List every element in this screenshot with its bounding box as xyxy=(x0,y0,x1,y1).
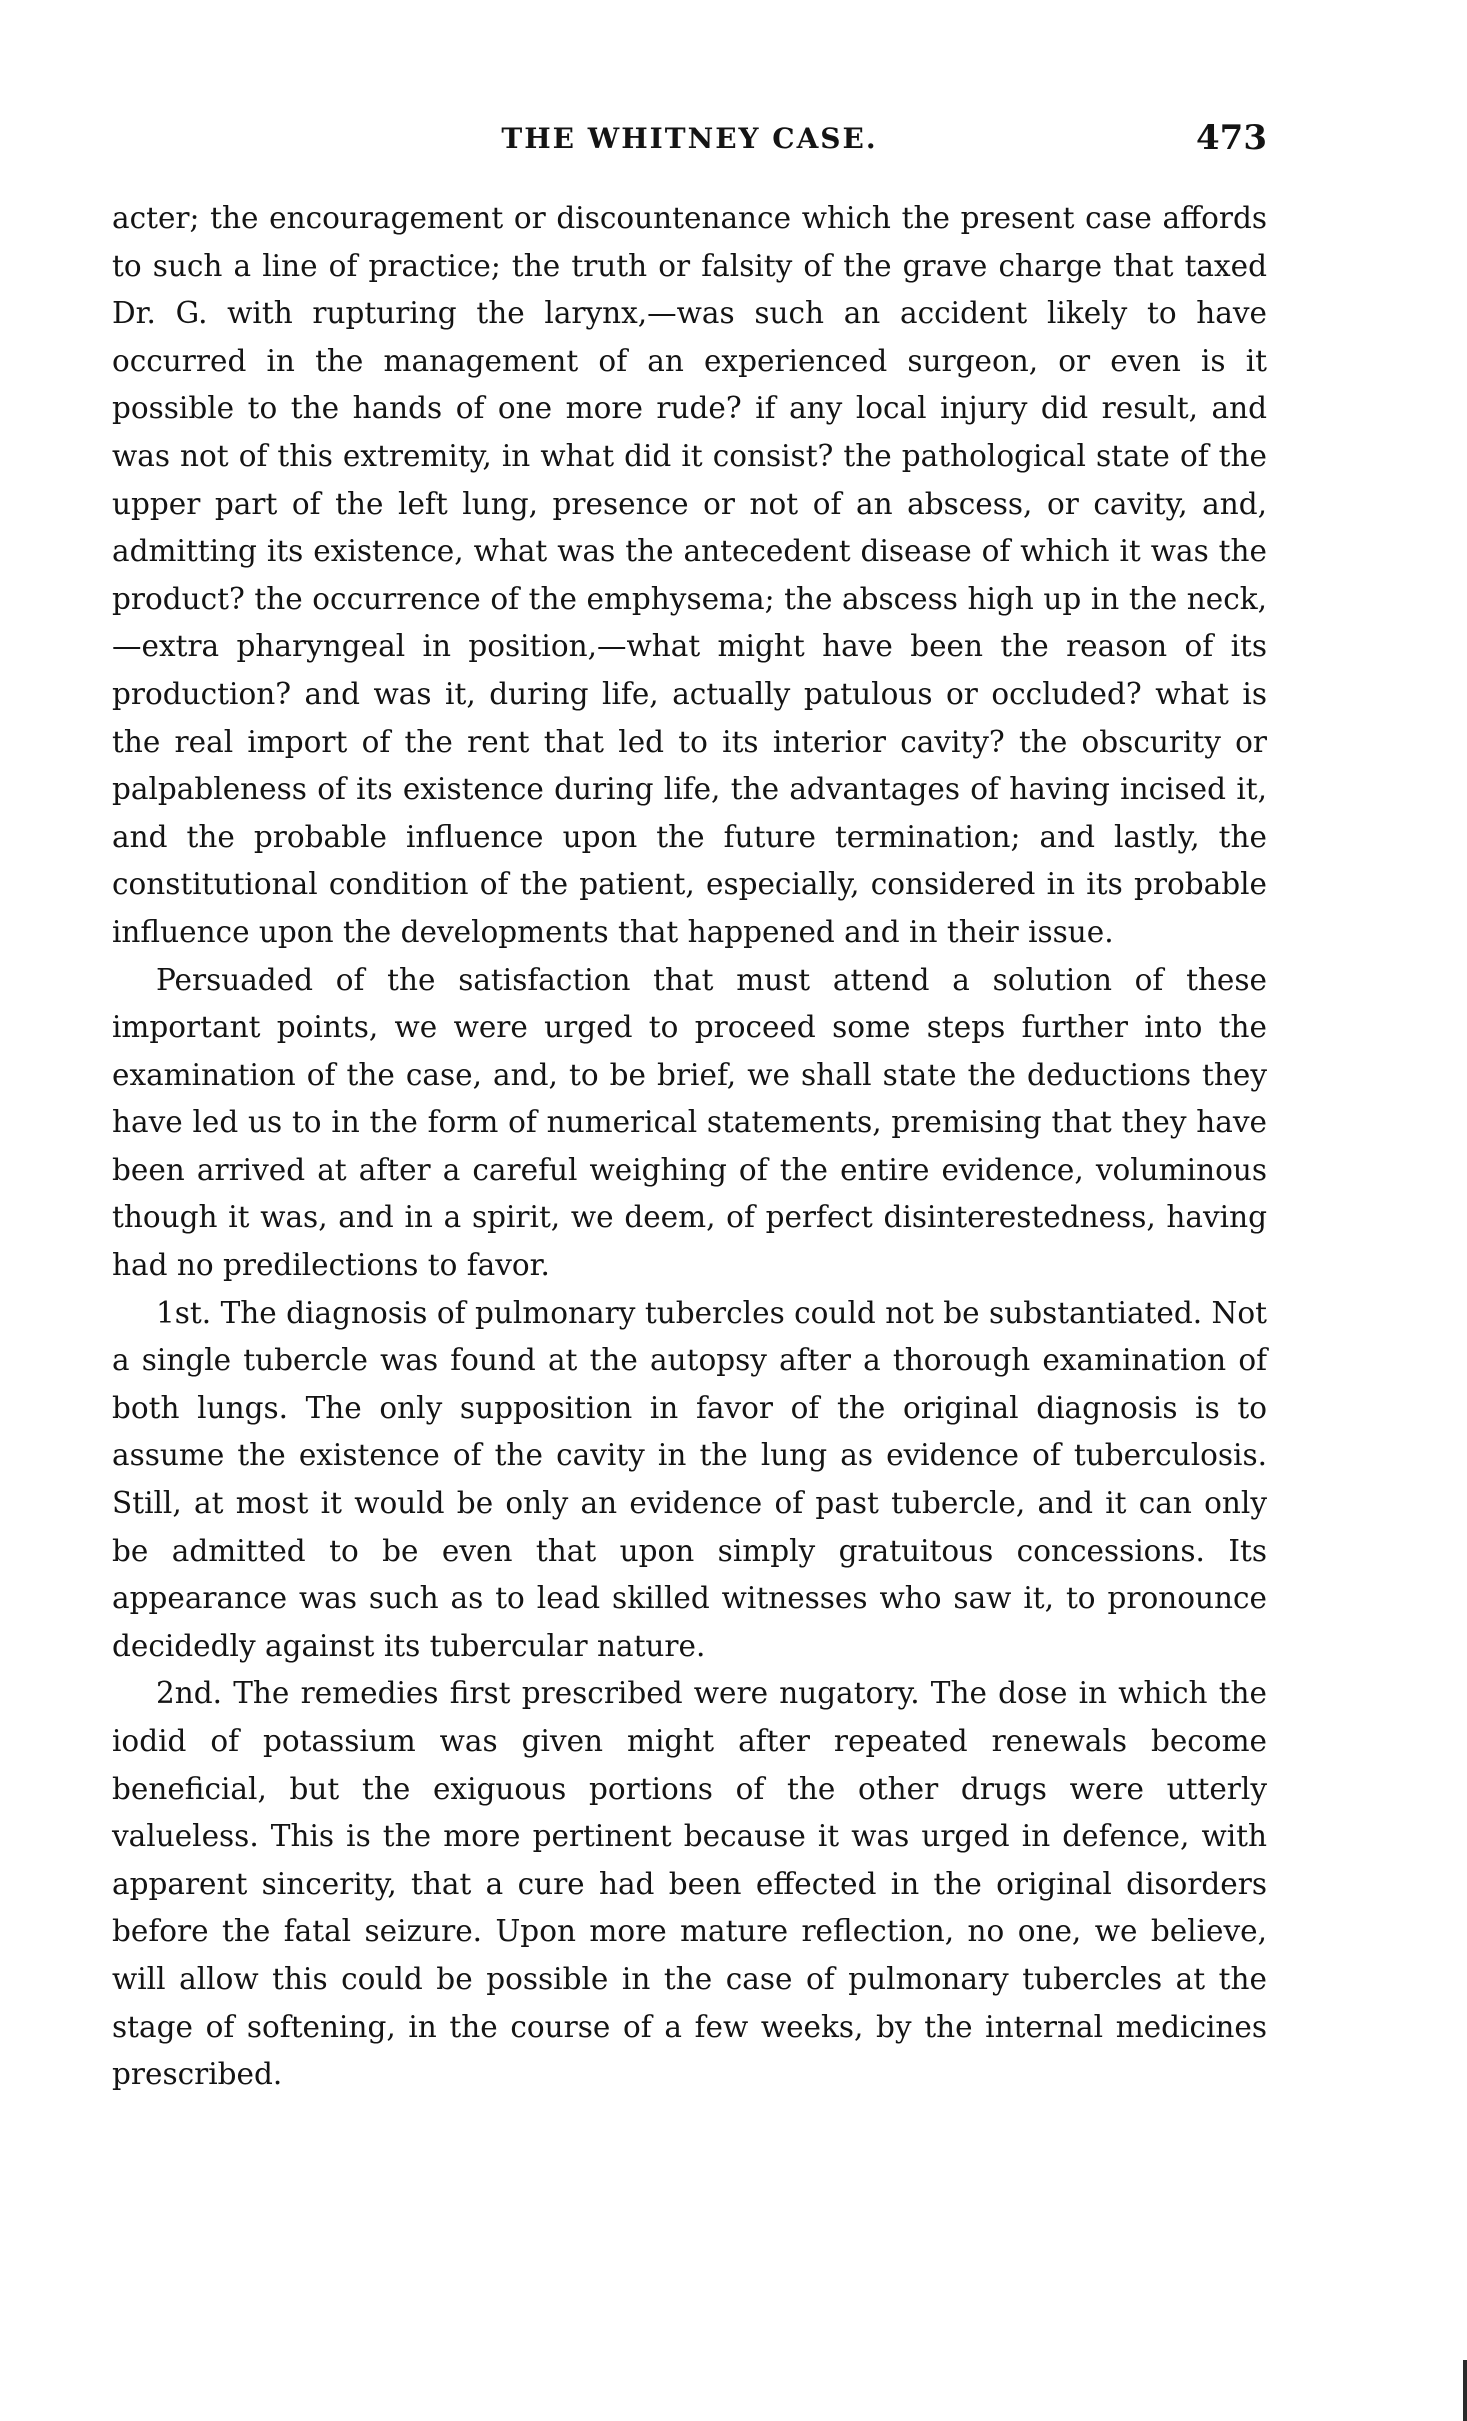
running-head: THE WHITNEY CASE. xyxy=(501,122,878,155)
page-number: 473 xyxy=(1196,118,1267,158)
paragraph-persuaded: Persuaded of the satisfaction that must attend a solution of these important points, we were urged to proceed some steps further into the examination of the case, and, to be brief, we shall state the deductions they have led us to in the form of numerical statements, premising that they have been arrived at after a careful weighing of the entire evidence, voluminous though it was, and in a spirit, we deem, of perfect disinterestedness, having had no predilections to favor. xyxy=(112,962,1267,1283)
paragraph-continuation: acter; the encouragement or discountenance which the present case affords to such a line of practice; the truth or falsity of the grave charge that taxed Dr. G. with rupturing the larynx,—was such an accident likely to have occurred in the management of an experienced surgeon, or even is it possible to the hands of one more rude? if any local injury did result, and was not of this extremity, in what did it consist? the pathological state of the upper part of the left lung, presence or not of an abscess, or cavity, and, admitting its existence, what was the antecedent disease of which it was the product? the occurrence of the emphysema; the abscess high up in the neck,—extra pharyngeal in position,—what might have been the reason of its production? and was it, during life, actually patulous or occluded? what is the real import of the rent that led to its interior cavity? the obscurity or palpableness of its existence during life, the advantages of having incised it, and the probable influence upon the future termination; and lastly, the constitutional condition of the patient, especially, considered in its probable influence upon the developments that happened and in their issue. xyxy=(112,201,1267,949)
page-edge-mark xyxy=(1463,2360,1467,2421)
paragraph-second-deduction: 2nd. The remedies first prescribed were nugatory. The dose in which the iodid of potassium was given might after repeated renewals become beneficial, but the exiguous portions of the other drugs were utterly valueless. This is the more pertinent because it was urged in defence, with apparent sincerity, that a cure had been effected in the original disorders before the fatal seizure. Upon more mature reflection, no one, we believe, will allow this could be possible in the case of pulmonary tubercles at the stage of softening, in the course of a few weeks, by the internal medicines prescribed. xyxy=(112,1676,1267,2092)
paragraph-first-deduction: 1st. The diagnosis of pulmonary tubercles could not be substantiated. Not a single tubercle was found at the autopsy after a thorough examination of both lungs. The only supposition in favor of the original diagnosis is to assume the existence of the cavity in the lung as evidence of tuberculosis. Still, at most it would be only an evidence of past tubercle, and it can only be admitted to be even that upon simply gratuitous concessions. Its appearance was such as to lead skilled witnesses who saw it, to pronounce decidedly against its tubercular nature. xyxy=(112,1295,1267,1663)
page-header xyxy=(112,118,1267,172)
body-text xyxy=(112,195,1267,2099)
